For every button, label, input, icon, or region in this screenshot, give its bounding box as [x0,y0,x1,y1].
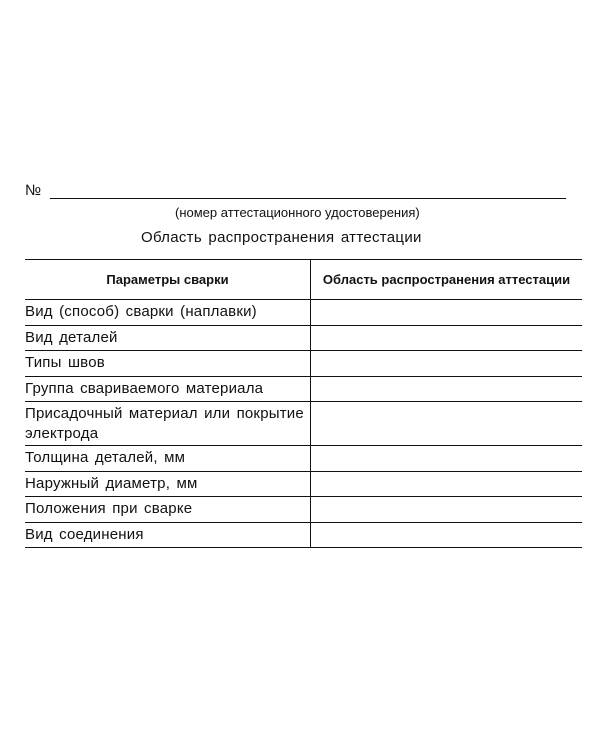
table-row [25,325,582,351]
header-parameters: Параметры сварки [25,260,311,300]
row-parameter-label: Вид соединения [25,522,311,548]
row-scope-cell[interactable] [311,497,583,523]
row-parameter-label: Положения при сварке [25,497,311,523]
table-row [25,522,582,548]
scope-title: Область распространения аттестации [141,229,422,246]
row-scope-cell[interactable] [311,446,583,472]
table-row [25,376,582,402]
table-row [25,351,582,377]
row-scope-cell[interactable] [311,522,583,548]
row-scope-cell[interactable] [311,402,583,446]
row-scope-cell[interactable] [311,300,583,326]
number-sign: № [25,182,42,199]
table-row [25,402,582,446]
row-parameter-label: Присадочный материал или покрытие электрода [25,402,311,446]
welding-parameters-table [25,259,582,548]
row-parameter-label: Вид (способ) сварки (наплавки) [25,300,311,326]
certificate-number-field[interactable] [50,198,566,199]
certificate-number-caption: (номер аттестационного удостоверения) [175,205,420,220]
row-scope-cell[interactable] [311,376,583,402]
table-header-row [25,260,582,300]
table-row [25,300,582,326]
row-parameter-label: Наружный диаметр, мм [25,471,311,497]
row-scope-cell[interactable] [311,351,583,377]
table-row [25,446,582,472]
table-row [25,471,582,497]
row-parameter-label: Типы швов [25,351,311,377]
header-scope: Область распространения аттестации [311,260,583,300]
certificate-number-line [25,182,566,202]
row-parameter-label: Вид деталей [25,325,311,351]
row-scope-cell[interactable] [311,325,583,351]
row-scope-cell[interactable] [311,471,583,497]
row-parameter-label: Группа свариваемого материала [25,376,311,402]
row-parameter-label: Толщина деталей, мм [25,446,311,472]
table-row [25,497,582,523]
